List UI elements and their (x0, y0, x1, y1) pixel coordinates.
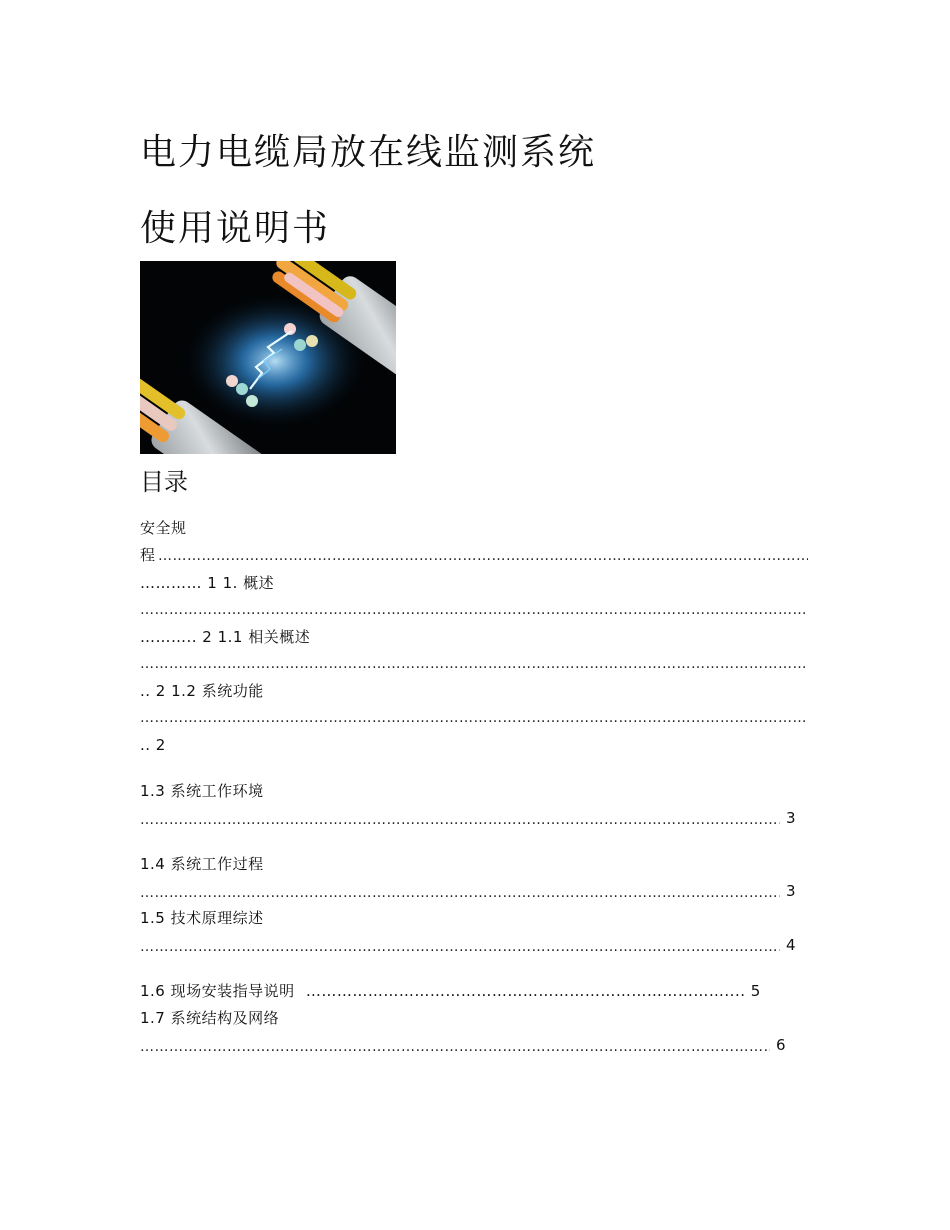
toc-page-1-7: 6 (776, 1036, 786, 1054)
toc-line-6: .. 2 (140, 736, 166, 754)
toc-entry-1-4: 1.4 系统工作过程 (140, 855, 264, 873)
toc-dots-1-5 (140, 940, 780, 954)
toc-entry-1-6-dots: ……………………………………………………………………….... 5 (305, 982, 761, 1000)
document-title: 电力电缆局放在线监测系统 (140, 132, 597, 173)
toc-page-1-3: 3 (786, 809, 796, 827)
toc-entry-1-5: 1.5 技术原理综述 (140, 909, 264, 927)
toc-dots-1-3 (140, 813, 780, 827)
toc-line-4: ……….. 2 1.1 相关概述 (140, 628, 311, 646)
toc-entry-1-6 (140, 982, 761, 1000)
toc-dots-1 (158, 549, 808, 563)
toc-line-5: .. 2 1.2 系统功能 (140, 682, 264, 700)
toc-dots-4 (140, 711, 808, 725)
toc-line-1: 安全规 (140, 519, 187, 537)
toc-entry-1-6-label: 1.6 现场安装指导说明 (140, 982, 295, 1000)
cable-spark-illustration (140, 261, 396, 454)
document-subtitle: 使用说明书 (140, 208, 331, 249)
toc-page-1-5: 4 (786, 936, 796, 954)
toc-line-2: 程 (140, 546, 156, 564)
toc-dots-1-7 (140, 1040, 770, 1054)
toc-line-3: ………… 1 1. 概述 (140, 574, 275, 592)
toc-heading: 目录 (140, 468, 188, 496)
toc-page-1-4: 3 (786, 882, 796, 900)
toc-entry-1-3: 1.3 系统工作环境 (140, 782, 264, 800)
toc-dots-3 (140, 657, 808, 671)
toc-dots-2 (140, 603, 808, 617)
toc-dots-1-4 (140, 886, 780, 900)
cover-image-cable-spark (140, 261, 396, 454)
toc-entry-1-7: 1.7 系统结构及网络 (140, 1009, 280, 1027)
